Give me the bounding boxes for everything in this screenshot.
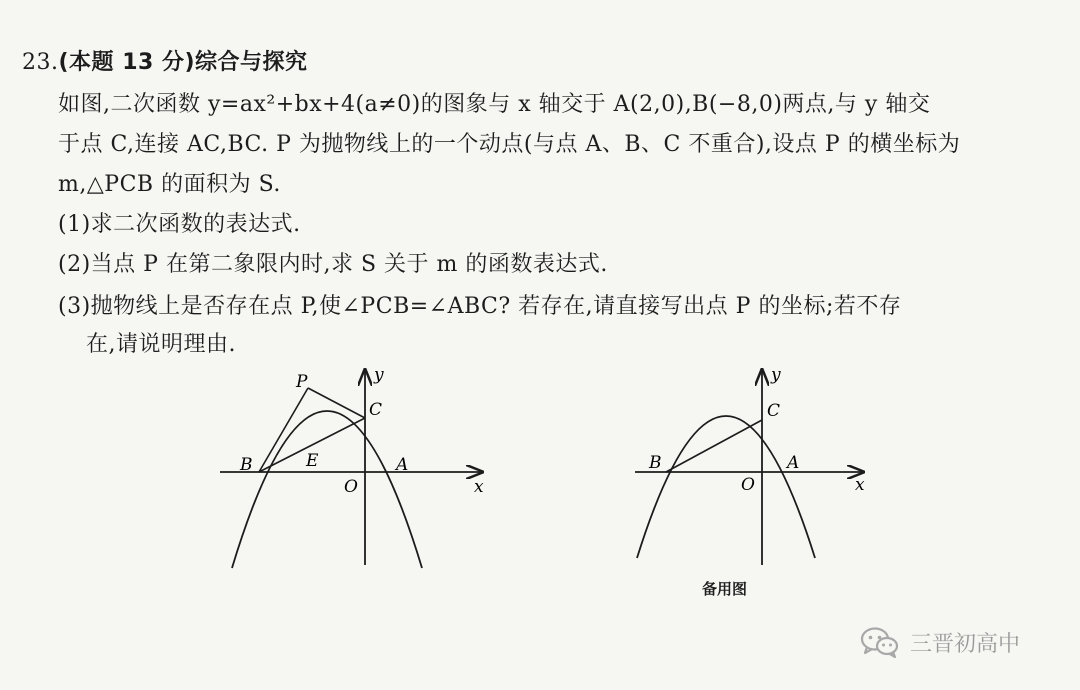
label-a: A: [396, 455, 409, 475]
question-header: [22, 48, 308, 78]
label-p: P: [296, 372, 308, 392]
label-x: x: [474, 477, 484, 497]
sub-question-2: (2)当点 P 在第二象限内时,求 S 关于 m 的函数表达式.: [58, 252, 608, 277]
wechat-icon: [860, 626, 900, 658]
label-x: x: [855, 475, 865, 495]
label-c: C: [767, 401, 781, 421]
watermark-text: 三晋初高中: [910, 631, 1021, 657]
sub-question-3-cont: 在,请说明理由.: [86, 332, 236, 357]
sub-question-3: (3)抛物线上是否存在点 P,使∠PCB=∠ABC? 若存在,请直接写出点 P 的坐标;若不存: [58, 294, 902, 319]
figure-main: [210, 360, 500, 580]
watermark: [860, 626, 1020, 658]
label-o: O: [741, 475, 755, 495]
question-text-line-1: 如图,二次函数 y=ax²+bx+4(a≠0)的图象与 x 轴交于 A(2,0),B(−8,0)两点,与 y 轴交: [58, 92, 931, 117]
label-b: B: [240, 455, 253, 475]
question-number: 23.: [22, 50, 59, 75]
label-o: O: [344, 477, 358, 497]
segment-bc: [666, 420, 762, 472]
label-b: B: [649, 453, 662, 473]
label-a: A: [787, 453, 800, 473]
figure-backup: [625, 360, 885, 580]
question-text-line-2: 于点 C,连接 AC,BC. P 为抛物线上的一个动点(与点 A、B、C 不重合),设点 P 的横坐标为: [58, 132, 961, 157]
label-e: E: [306, 451, 319, 471]
question-text-line-3: m,△PCB 的面积为 S.: [58, 172, 281, 197]
question-title: (本题 13 分)综合与探究: [58, 50, 308, 75]
backup-figure-caption: 备用图: [702, 580, 748, 598]
sub-question-1: (1)求二次函数的表达式.: [58, 212, 301, 237]
parabola-curve: [232, 411, 422, 568]
label-y: y: [374, 365, 384, 385]
label-c: C: [369, 400, 383, 420]
parabola-curve: [637, 416, 815, 558]
label-y: y: [771, 365, 781, 385]
